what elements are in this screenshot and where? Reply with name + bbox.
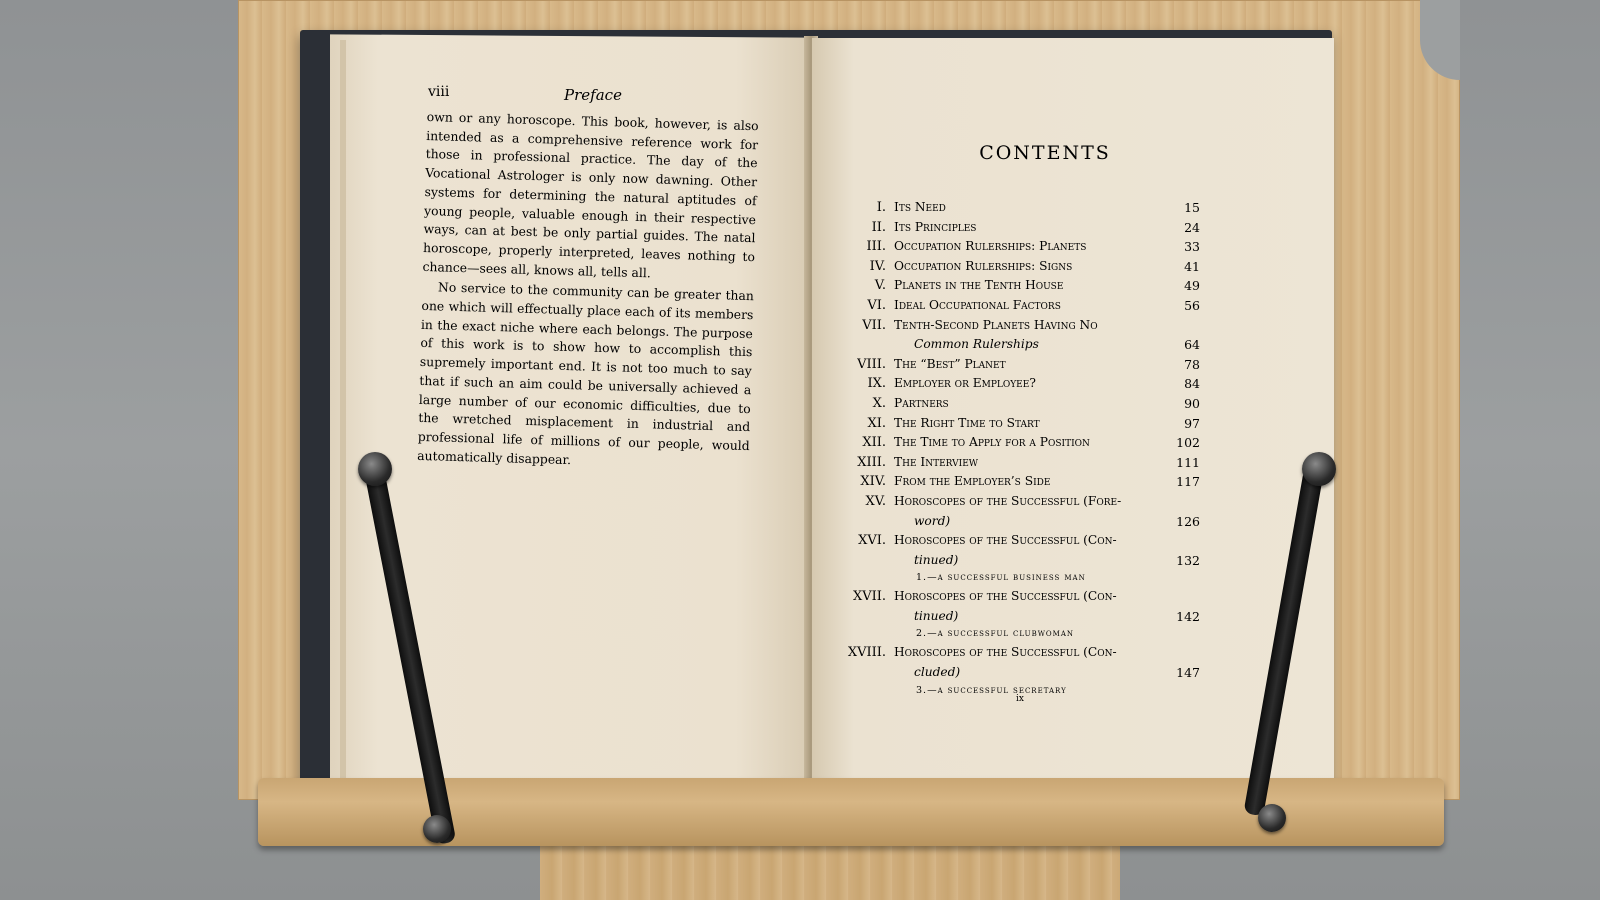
toc-entry [848,239,1248,259]
toc-entry [848,533,1248,553]
toc-chapter-numeral: XIII. [857,454,886,470]
toc-page-number: 64 [1184,337,1200,353]
toc-page-number: 132 [1176,552,1200,568]
toc-subentry [848,628,1248,645]
toc-entry [848,200,1248,220]
toc-chapter-numeral: XII. [862,435,886,451]
toc-chapter-title: The Interview [894,454,979,469]
toc-page-number: 90 [1184,395,1200,411]
toc-chapter-numeral: I. [876,200,886,215]
book-stand-base [540,846,1120,900]
toc-page-number: 41 [1184,258,1200,274]
toc-entry [848,396,1248,416]
left-page-holder-knob [358,452,392,486]
toc-chapter-title: 3.—a successful secretary [916,684,1067,696]
toc-chapter-title: Its Need [894,200,946,214]
toc-page-number: 126 [1176,513,1200,529]
toc-chapter-numeral: III. [866,239,886,255]
toc-entry [848,416,1248,436]
toc-chapter-title: 2.—a successful clubwoman [916,628,1074,640]
right-page-holder-knob [1302,452,1336,486]
toc-page-number: 15 [1184,200,1200,215]
toc-entry [848,494,1248,514]
toc-chapter-numeral: VI. [867,297,886,313]
toc-chapter-title: 1.—a successful business man [916,572,1086,584]
toc-entry [848,514,1248,534]
left-arm-base-knob [423,815,451,843]
toc-chapter-title: Occupation Rulerships: Signs [894,258,1073,273]
toc-chapter-numeral: II. [871,219,886,235]
toc-chapter-title: Partners [894,395,949,410]
toc-page-number: 117 [1176,474,1200,490]
toc-chapter-numeral: XIV. [860,474,886,490]
toc-chapter-title: The Right Time to Start [894,415,1040,430]
toc-page-number: 84 [1184,376,1200,392]
toc-chapter-numeral: XVII. [852,589,886,605]
running-head-title: Preface [564,86,622,104]
toc-chapter-title: Planets in the Tenth House [894,278,1064,293]
toc-page-number: 97 [1184,415,1200,431]
toc-entry [848,318,1248,338]
toc-entry [848,376,1248,396]
table-of-contents [848,200,1248,702]
toc-chapter-title: Employer or Employee? [894,376,1036,391]
toc-page-number: 24 [1184,219,1200,235]
toc-entry [848,553,1248,573]
toc-entry [848,259,1248,279]
toc-entry [848,435,1248,455]
toc-entry [848,645,1248,665]
toc-chapter-title: Tenth-Second Planets Having No [894,317,1098,332]
toc-page-number: 33 [1184,239,1200,255]
toc-chapter-title: Horoscopes of the Successful (Fore- [894,493,1122,508]
toc-chapter-numeral: X. [872,395,886,411]
toc-subentry [848,572,1248,589]
toc-chapter-title: cluded) [914,665,961,680]
toc-page-number: 78 [1184,356,1200,372]
toc-page-number: 102 [1176,435,1200,451]
toc-page-number: 56 [1184,297,1200,313]
toc-chapter-numeral: XI. [867,415,886,431]
toc-chapter-numeral: VII. [862,317,886,333]
toc-chapter-title: Horoscopes of the Successful (Con- [894,589,1117,604]
toc-page-number: 142 [1176,608,1200,624]
toc-chapter-numeral: IX. [867,376,886,392]
toc-page-number: 147 [1176,665,1200,681]
toc-chapter-title: tinued) [914,608,959,623]
right-arm-base-knob [1258,804,1286,832]
preface-paragraph: No service to the community can be greater than one which will effectually place each of its members in the exact niche where each belongs. The purpose of this work is to show how to accomplish this supremely important end. It is not too much to say that if such an aim could be universally achieved a large number of our economic difficulties, due to the wretched misplacement in industrial and professional life of millions of our people, would automatically disappear. [417,279,755,467]
toc-entry [848,220,1248,240]
toc-chapter-title: Horoscopes of the Successful (Con- [894,645,1117,660]
toc-entry [848,278,1248,298]
toc-chapter-title: Ideal Occupational Factors [894,297,1061,312]
toc-chapter-title: From the Employer’s Side [894,474,1051,489]
toc-chapter-numeral: V. [874,278,886,294]
toc-entry [848,589,1248,609]
toc-entry [848,298,1248,318]
toc-chapter-title: Occupation Rulerships: Planets [894,239,1087,254]
preface-paragraph: own or any horoscope. This book, however, is also intended as a comprehensive reference work for those in professional practice. The day of the Vocational Astrologer is only now dawning. Other systems for determining the natural aptitudes of young people, valuable enough in their respective ways, can at best be only partial guides. The natal horoscope, properly interpreted, leaves nothing to chance—sees all, knows all, tells all. [422,108,759,280]
toc-chapter-title: The Time to Apply for a Position [894,435,1090,450]
page-edge [340,40,346,800]
right-page-folio: ix [1016,694,1024,704]
toc-chapter-numeral: XVIII. [847,645,886,661]
contents-heading: CONTENTS [979,142,1111,164]
toc-chapter-title: tinued) [914,552,959,567]
toc-entry [848,337,1248,357]
toc-entry [848,455,1248,475]
toc-entry [848,665,1248,685]
toc-chapter-title: Common Rulerships [914,337,1039,352]
toc-page-number: 111 [1176,454,1200,470]
toc-chapter-numeral: XVI. [858,533,886,549]
toc-entry [848,474,1248,494]
toc-chapter-numeral: IV. [869,258,886,274]
toc-chapter-title: Horoscopes of the Successful (Con- [894,533,1117,548]
toc-chapter-title: The “Best” Planet [894,356,1006,371]
toc-chapter-title: word) [914,513,951,528]
left-page-number: viii [428,84,450,100]
preface-text [417,108,759,474]
toc-chapter-numeral: XV. [865,493,886,509]
toc-chapter-title: Its Principles [894,219,977,234]
toc-page-number: 49 [1184,278,1200,294]
toc-entry [848,357,1248,377]
toc-chapter-numeral: VIII. [857,356,886,372]
toc-entry [848,609,1248,629]
